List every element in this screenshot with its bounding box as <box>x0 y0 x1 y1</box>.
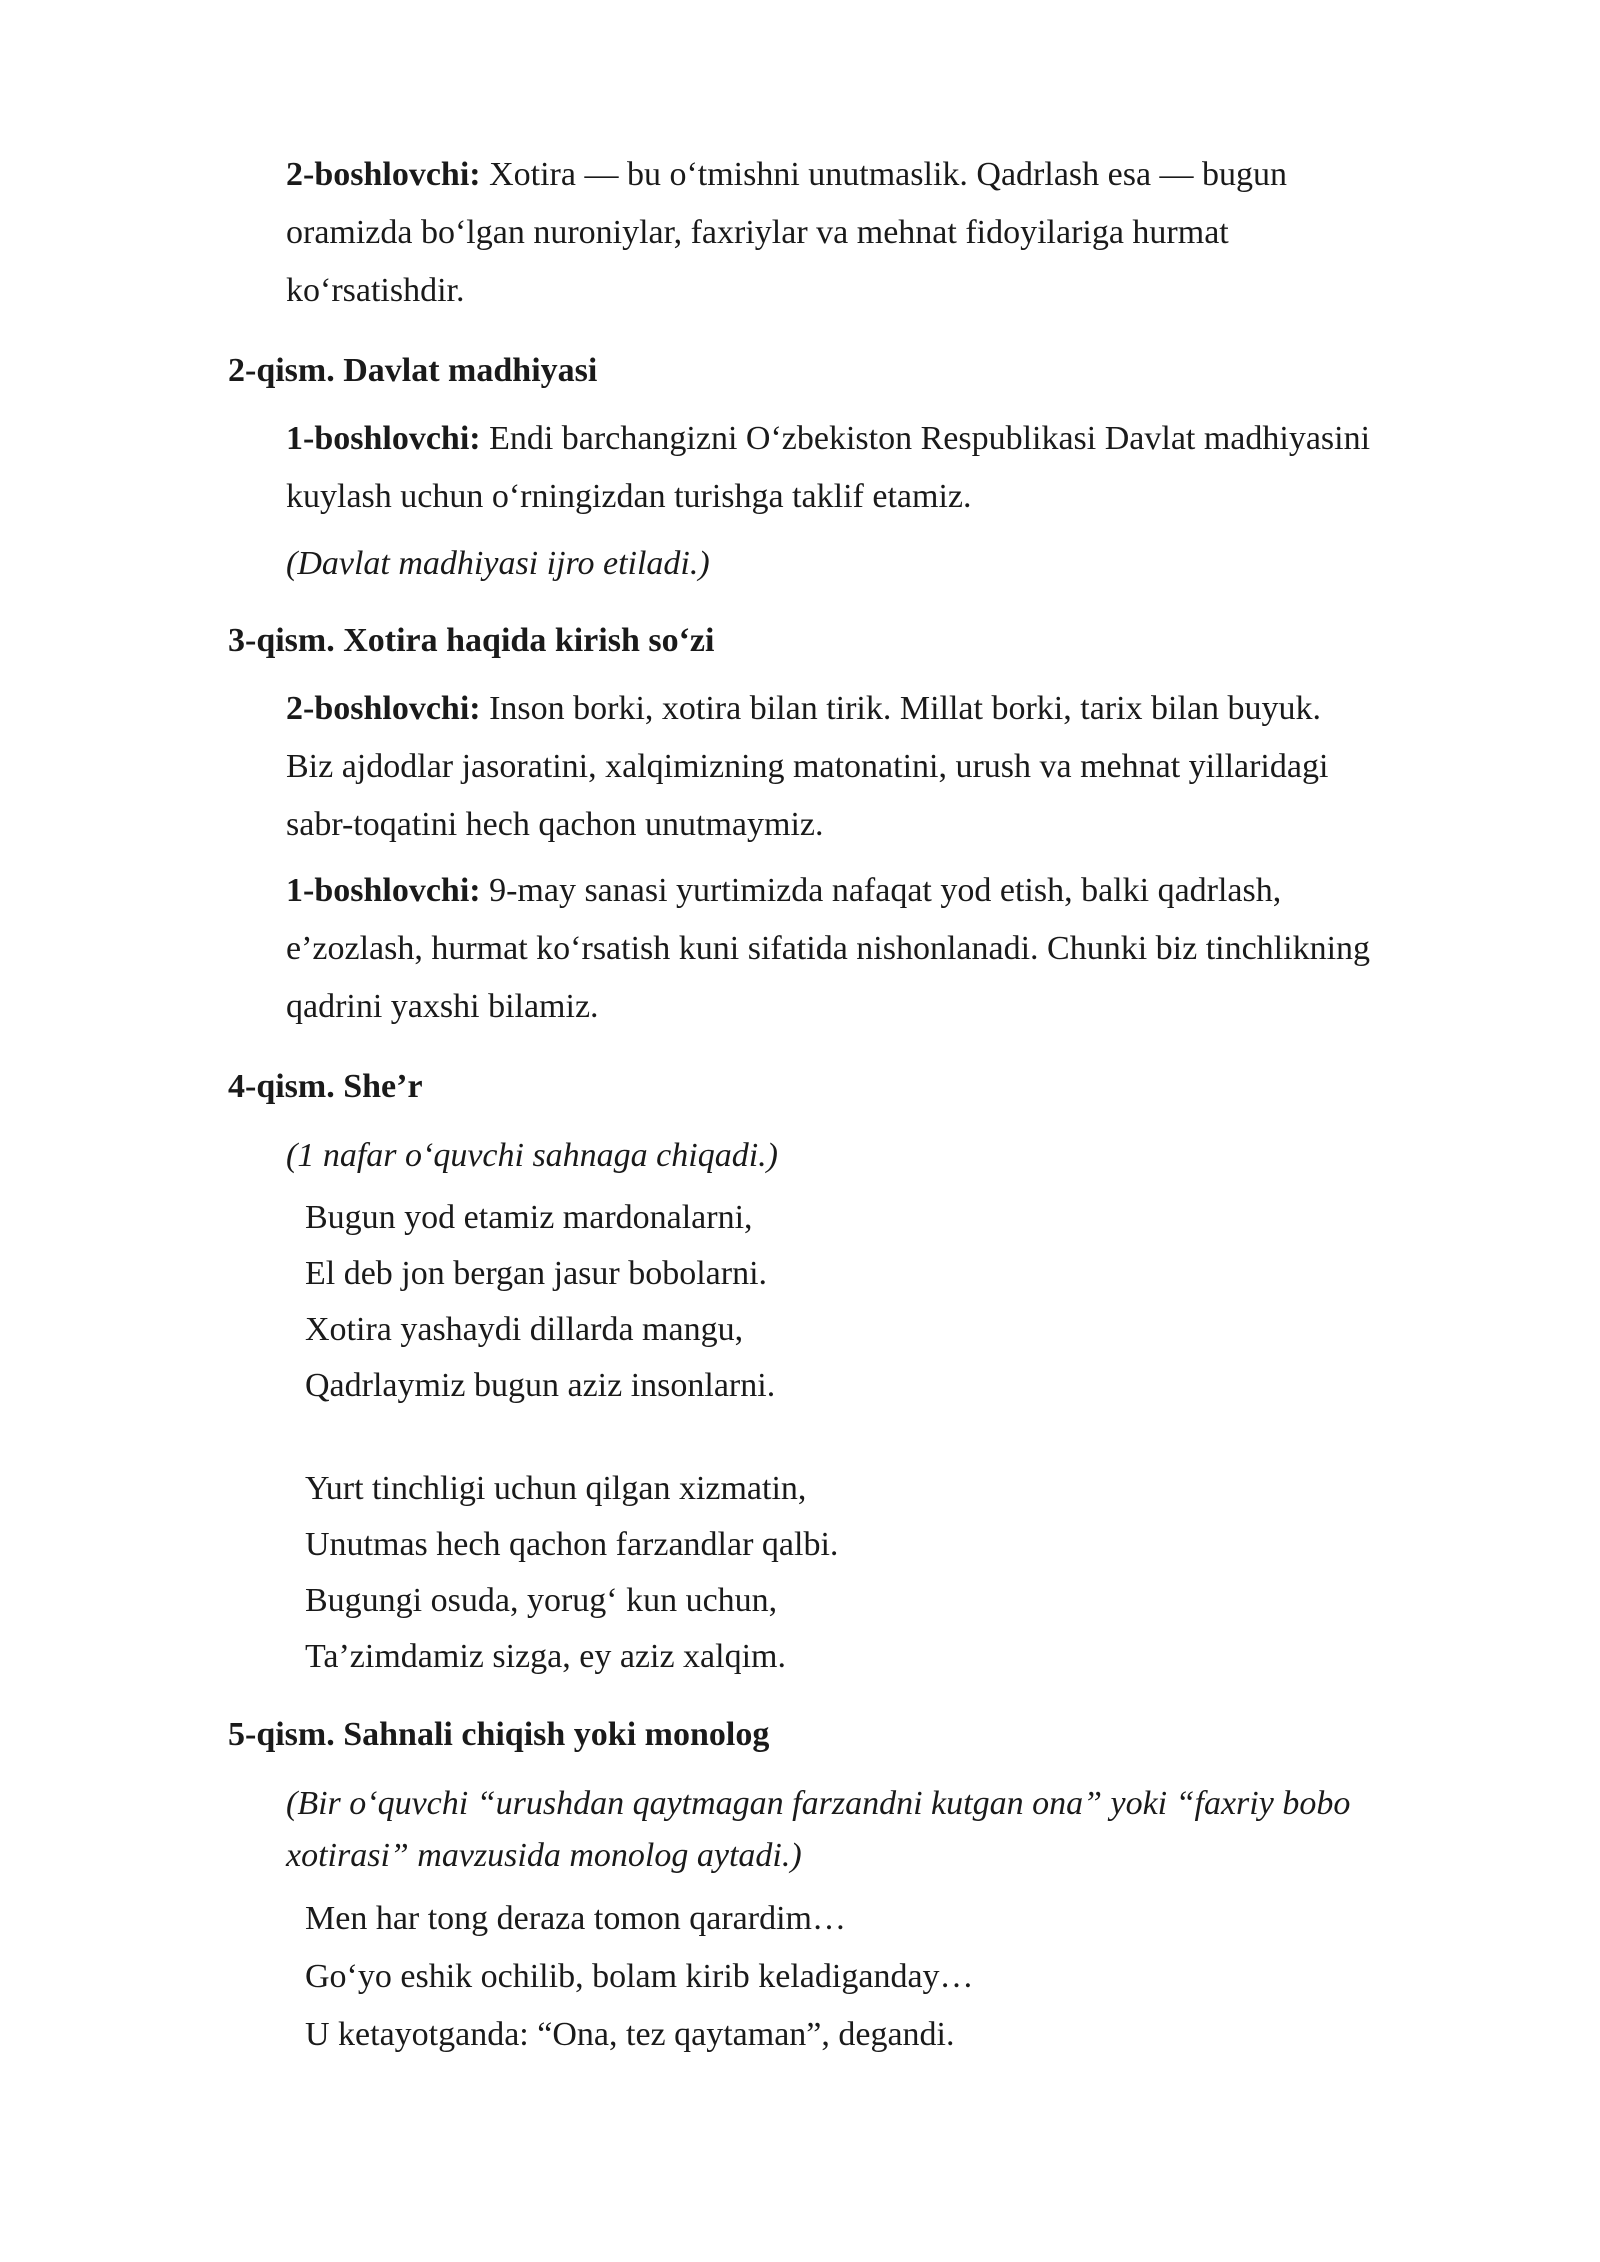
monolog-line: U ketayotganda: “Ona, tez qaytaman”, degandi. <box>305 2016 955 2053</box>
speech-line: ko‘rsatishdir. <box>286 272 465 309</box>
speech-line: oramizda bo‘lgan nuroniylar, faxriylar va mehnat fidoyilariga hurmat <box>286 214 1229 251</box>
speech-text: Endi barchangizni O‘zbekiston Respublikasi Davlat madhiyasini <box>489 420 1371 457</box>
speaker-line <box>286 146 1287 204</box>
verse-line: El deb jon bergan jasur bobolarni. <box>305 1255 768 1292</box>
section-heading: 3-qism. Xotira haqida kirish so‘zi <box>228 622 715 659</box>
stage-direction: (1 nafar o‘quvchi sahnaga chiqadi.) <box>286 1137 778 1174</box>
monolog-line: Go‘yo eshik ochilib, bolam kirib keladiganday… <box>305 1958 974 1995</box>
speech-line: sabr-toqatini hech qachon unutmaymiz. <box>286 806 824 843</box>
monolog-line: Men har tong deraza tomon qarardim… <box>305 1900 846 1937</box>
speaker-line <box>286 680 1321 738</box>
speaker-line <box>286 410 1370 468</box>
speech-text: Xotira — bu o‘tmishni unutmaslik. Qadrlash esa — bugun <box>489 156 1288 193</box>
verse-line: Bugungi osuda, yorug‘ kun uchun, <box>305 1582 778 1619</box>
speaker-label: 2-boshlovchi: <box>286 690 481 727</box>
stage-direction: xotirasi” mavzusida monolog aytadi.) <box>286 1837 802 1874</box>
section-heading: 4-qism. She’r <box>228 1068 423 1105</box>
verse-line: Yurt tinchligi uchun qilgan xizmatin, <box>305 1470 807 1507</box>
verse-line: Bugun yod etamiz mardonalarni, <box>305 1199 753 1236</box>
verse-line: Qadrlaymiz bugun aziz insonlarni. <box>305 1367 776 1404</box>
section-heading: 2-qism. Davlat madhiyasi <box>228 352 598 389</box>
speech-text: 9-may sanasi yurtimizda nafaqat yod etish, balki qadrlash, <box>489 872 1282 909</box>
verse-line: Unutmas hech qachon farzandlar qalbi. <box>305 1526 839 1563</box>
speaker-label: 1-boshlovchi: <box>286 420 481 457</box>
speech-line: e’zozlash, hurmat ko‘rsatish kuni sifatida nishonlanadi. Chunki biz tinchlikning <box>286 930 1371 967</box>
stage-direction: (Bir o‘quvchi “urushdan qaytmagan farzandni kutgan ona” yoki “faxriy bobo <box>286 1785 1351 1822</box>
speech-text: Inson borki, xotira bilan tirik. Millat borki, tarix bilan buyuk. <box>489 690 1322 727</box>
verse-line: Ta’zimdamiz sizga, ey aziz xalqim. <box>305 1638 786 1675</box>
verse-line: Xotira yashaydi dillarda mangu, <box>305 1311 744 1348</box>
stage-direction: (Davlat madhiyasi ijro etiladi.) <box>286 545 710 582</box>
speech-line: Biz ajdodlar jasoratini, xalqimizning matonatini, urush va mehnat yillaridagi <box>286 748 1329 785</box>
speech-line: qadrini yaxshi bilamiz. <box>286 988 599 1025</box>
speaker-label: 1-boshlovchi: <box>286 872 481 909</box>
speech-line: kuylash uchun o‘rningizdan turishga taklif etamiz. <box>286 478 972 515</box>
speaker-line <box>286 862 1281 920</box>
speaker-label: 2-boshlovchi: <box>286 156 481 193</box>
section-heading: 5-qism. Sahnali chiqish yoki monolog <box>228 1716 770 1753</box>
